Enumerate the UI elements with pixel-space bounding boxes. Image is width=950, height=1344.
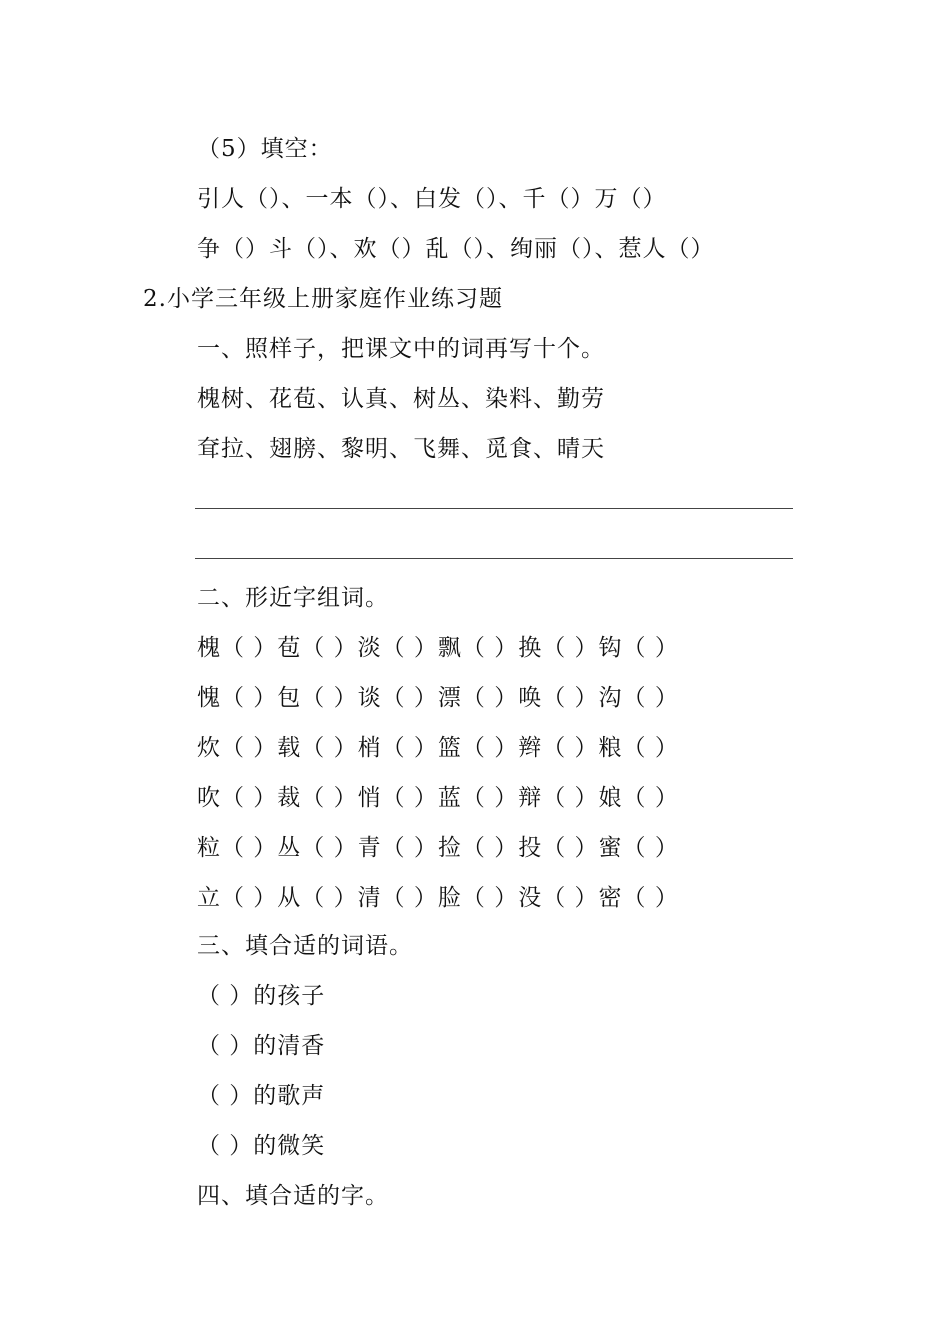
similar-char-row: 愧（ ）包（ ）谈（ ）漂（ ）唤（ ）沟（ ）: [197, 685, 679, 711]
similar-char-row: 吹（ ）裁（ ）悄（ ）蓝（ ）辩（ ）娘（ ）: [197, 785, 679, 811]
similar-char-row: 立（ ）从（ ）清（ ）脸（ ）没（ ）密（ ）: [197, 885, 679, 911]
section2-title: 2.小学三年级上册家庭作业练习题: [143, 286, 503, 312]
similar-char-row: 炊（ ）载（ ）梢（ ）篮（ ）辫（ ）粮（ ）: [197, 735, 679, 761]
answer-line-2[interactable]: [195, 558, 793, 559]
fill-word-item: （ ）的微笑: [197, 1133, 326, 1159]
part4-heading: 四、填合适的字。: [197, 1183, 389, 1209]
fill-word-item: （ ）的歌声: [197, 1083, 326, 1109]
answer-line-1[interactable]: [195, 508, 793, 509]
part1-heading: 一、照样子，把课文中的词再写十个。: [197, 336, 605, 362]
fill-line-2: 争（）斗（）、欢（）乱（）、绚丽（）、惹人（）: [197, 236, 715, 262]
fill-word-item: （ ）的清香: [197, 1033, 326, 1059]
fill-line-1: 引人（）、一本（）、白发（）、千（）万（）: [197, 186, 667, 212]
fill-word-item: （ ）的孩子: [197, 983, 326, 1009]
part1-examples-line-2: 耷拉、翅膀、黎明、飞舞、觅食、晴天: [197, 436, 605, 462]
similar-char-row: 槐（ ）苞（ ）淡（ ）飘（ ）换（ ）钩（ ）: [197, 635, 679, 661]
similar-char-row: 粒（ ）丛（ ）青（ ）捡（ ）投（ ）蜜（ ）: [197, 835, 679, 861]
part3-heading: 三、填合适的词语。: [197, 933, 413, 959]
part1-examples-line-1: 槐树、花苞、认真、树丛、染料、勤劳: [197, 386, 605, 412]
part2-heading: 二、形近字组词。: [197, 585, 389, 611]
item5-label: （5）填空：: [197, 136, 333, 162]
